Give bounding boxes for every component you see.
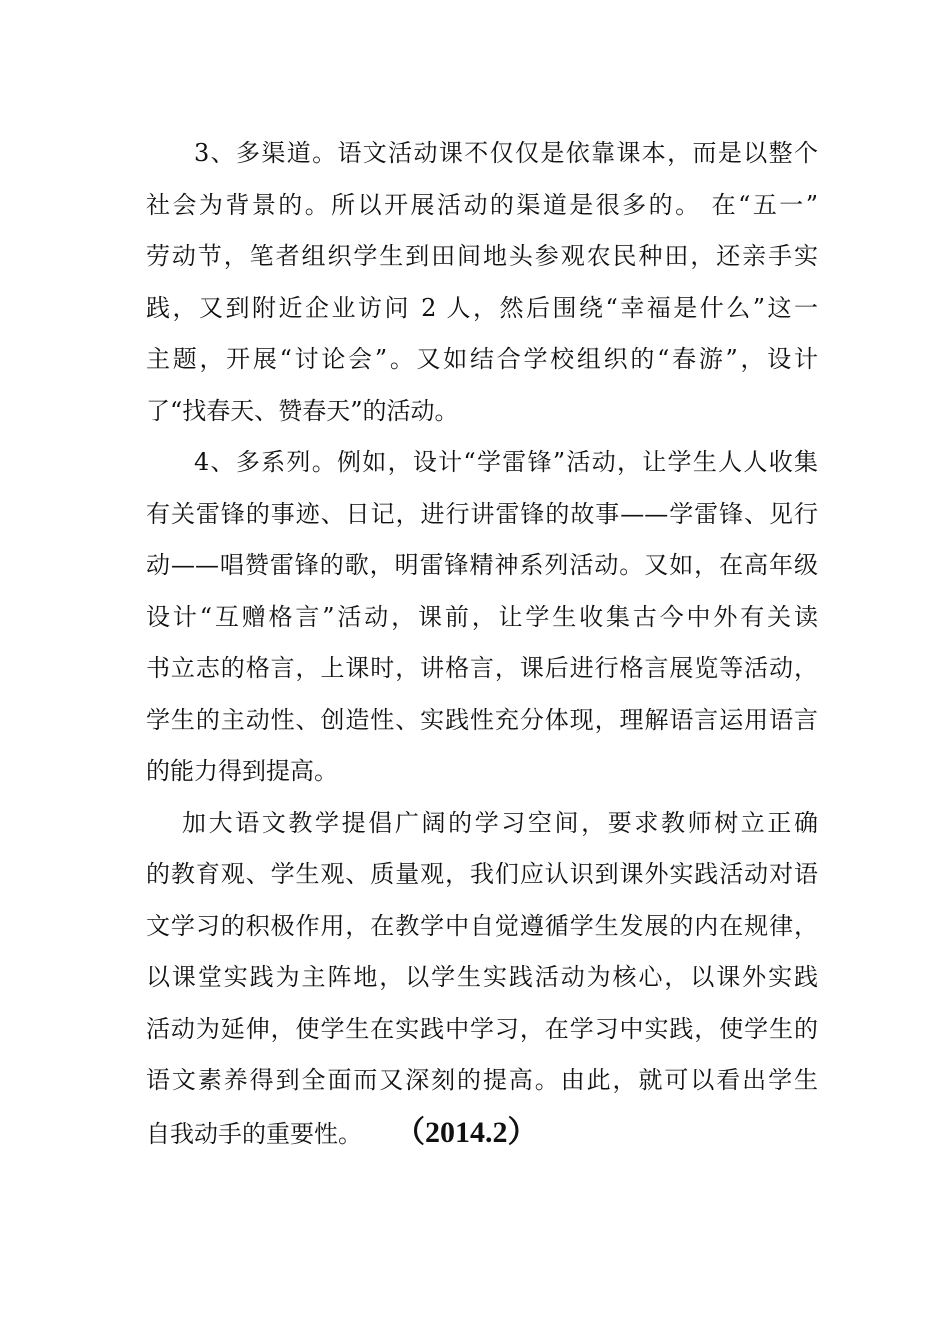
- text-line: 学生的主动性、创造性、实践性充分体现，理解语言运用语言: [146, 705, 818, 734]
- text-line: 设计“互赠格言”活动，课前，让学生收集古今中外有关读: [146, 602, 818, 631]
- text-line: 践，又到附近企业访问 2 人，然后围绕“幸福是什么”这一: [146, 293, 818, 322]
- text-line-final: [146, 1107, 818, 1159]
- text-line: 书立志的格言，上课时，讲格言，课后进行格言展览等活动，: [146, 654, 818, 682]
- paragraph-multi-channel: [146, 128, 818, 437]
- paragraph-multi-series: [146, 437, 818, 798]
- text-line: 劳动节，笔者组织学生到田间地头参观农民种田，还亲手实: [146, 242, 818, 270]
- text-line: 文学习的积极作用，在教学中自觉遵循学生发展的内在规律，: [146, 911, 818, 940]
- document-body: [146, 128, 818, 1158]
- paragraph-conclusion: [146, 798, 818, 1159]
- text-line: 动——唱赞雷锋的歌，明雷锋精神系列活动。又如，在高年级: [146, 551, 818, 579]
- text-line: 的教育观、学生观、质量观，我们应认识到课外实践活动对语: [146, 860, 818, 888]
- text-line: 加大语文教学提倡广阔的学习空间，要求教师树立正确: [182, 808, 818, 837]
- text-line: 3、多渠道。语文活动课不仅仅是依靠课本，而是以整个: [194, 139, 818, 167]
- text-line: 4、多系列。例如，设计“学雷锋”活动，让学生人人收集: [194, 448, 818, 476]
- text-line: 了“找春天、赞春天”的活动。: [146, 396, 459, 425]
- text-line: 以课堂实践为主阵地，以学生实践活动为核心，以课外实践: [146, 963, 818, 991]
- text-line: 语文素养得到全面而又深刻的提高。由此，就可以看出学生: [146, 1066, 818, 1094]
- final-sentence: 自我动手的重要性。: [146, 1119, 362, 1148]
- text-line: 的能力得到提高。: [146, 757, 338, 785]
- text-line: 主题，开展“讨论会”。又如结合学校组织的“春游”，设计: [146, 345, 818, 373]
- text-line: 活动为延伸，使学生在实践中学习，在学习中实践，使学生的: [146, 1014, 818, 1043]
- date-stamp: （2014.2）: [410, 1115, 538, 1149]
- text-line: 社会为背景的。所以开展活动的渠道是很多的。 在“五一”: [146, 190, 818, 219]
- text-line: 有关雷锋的事迹、日记，进行讲雷锋的故事——学雷锋、见行: [146, 499, 818, 528]
